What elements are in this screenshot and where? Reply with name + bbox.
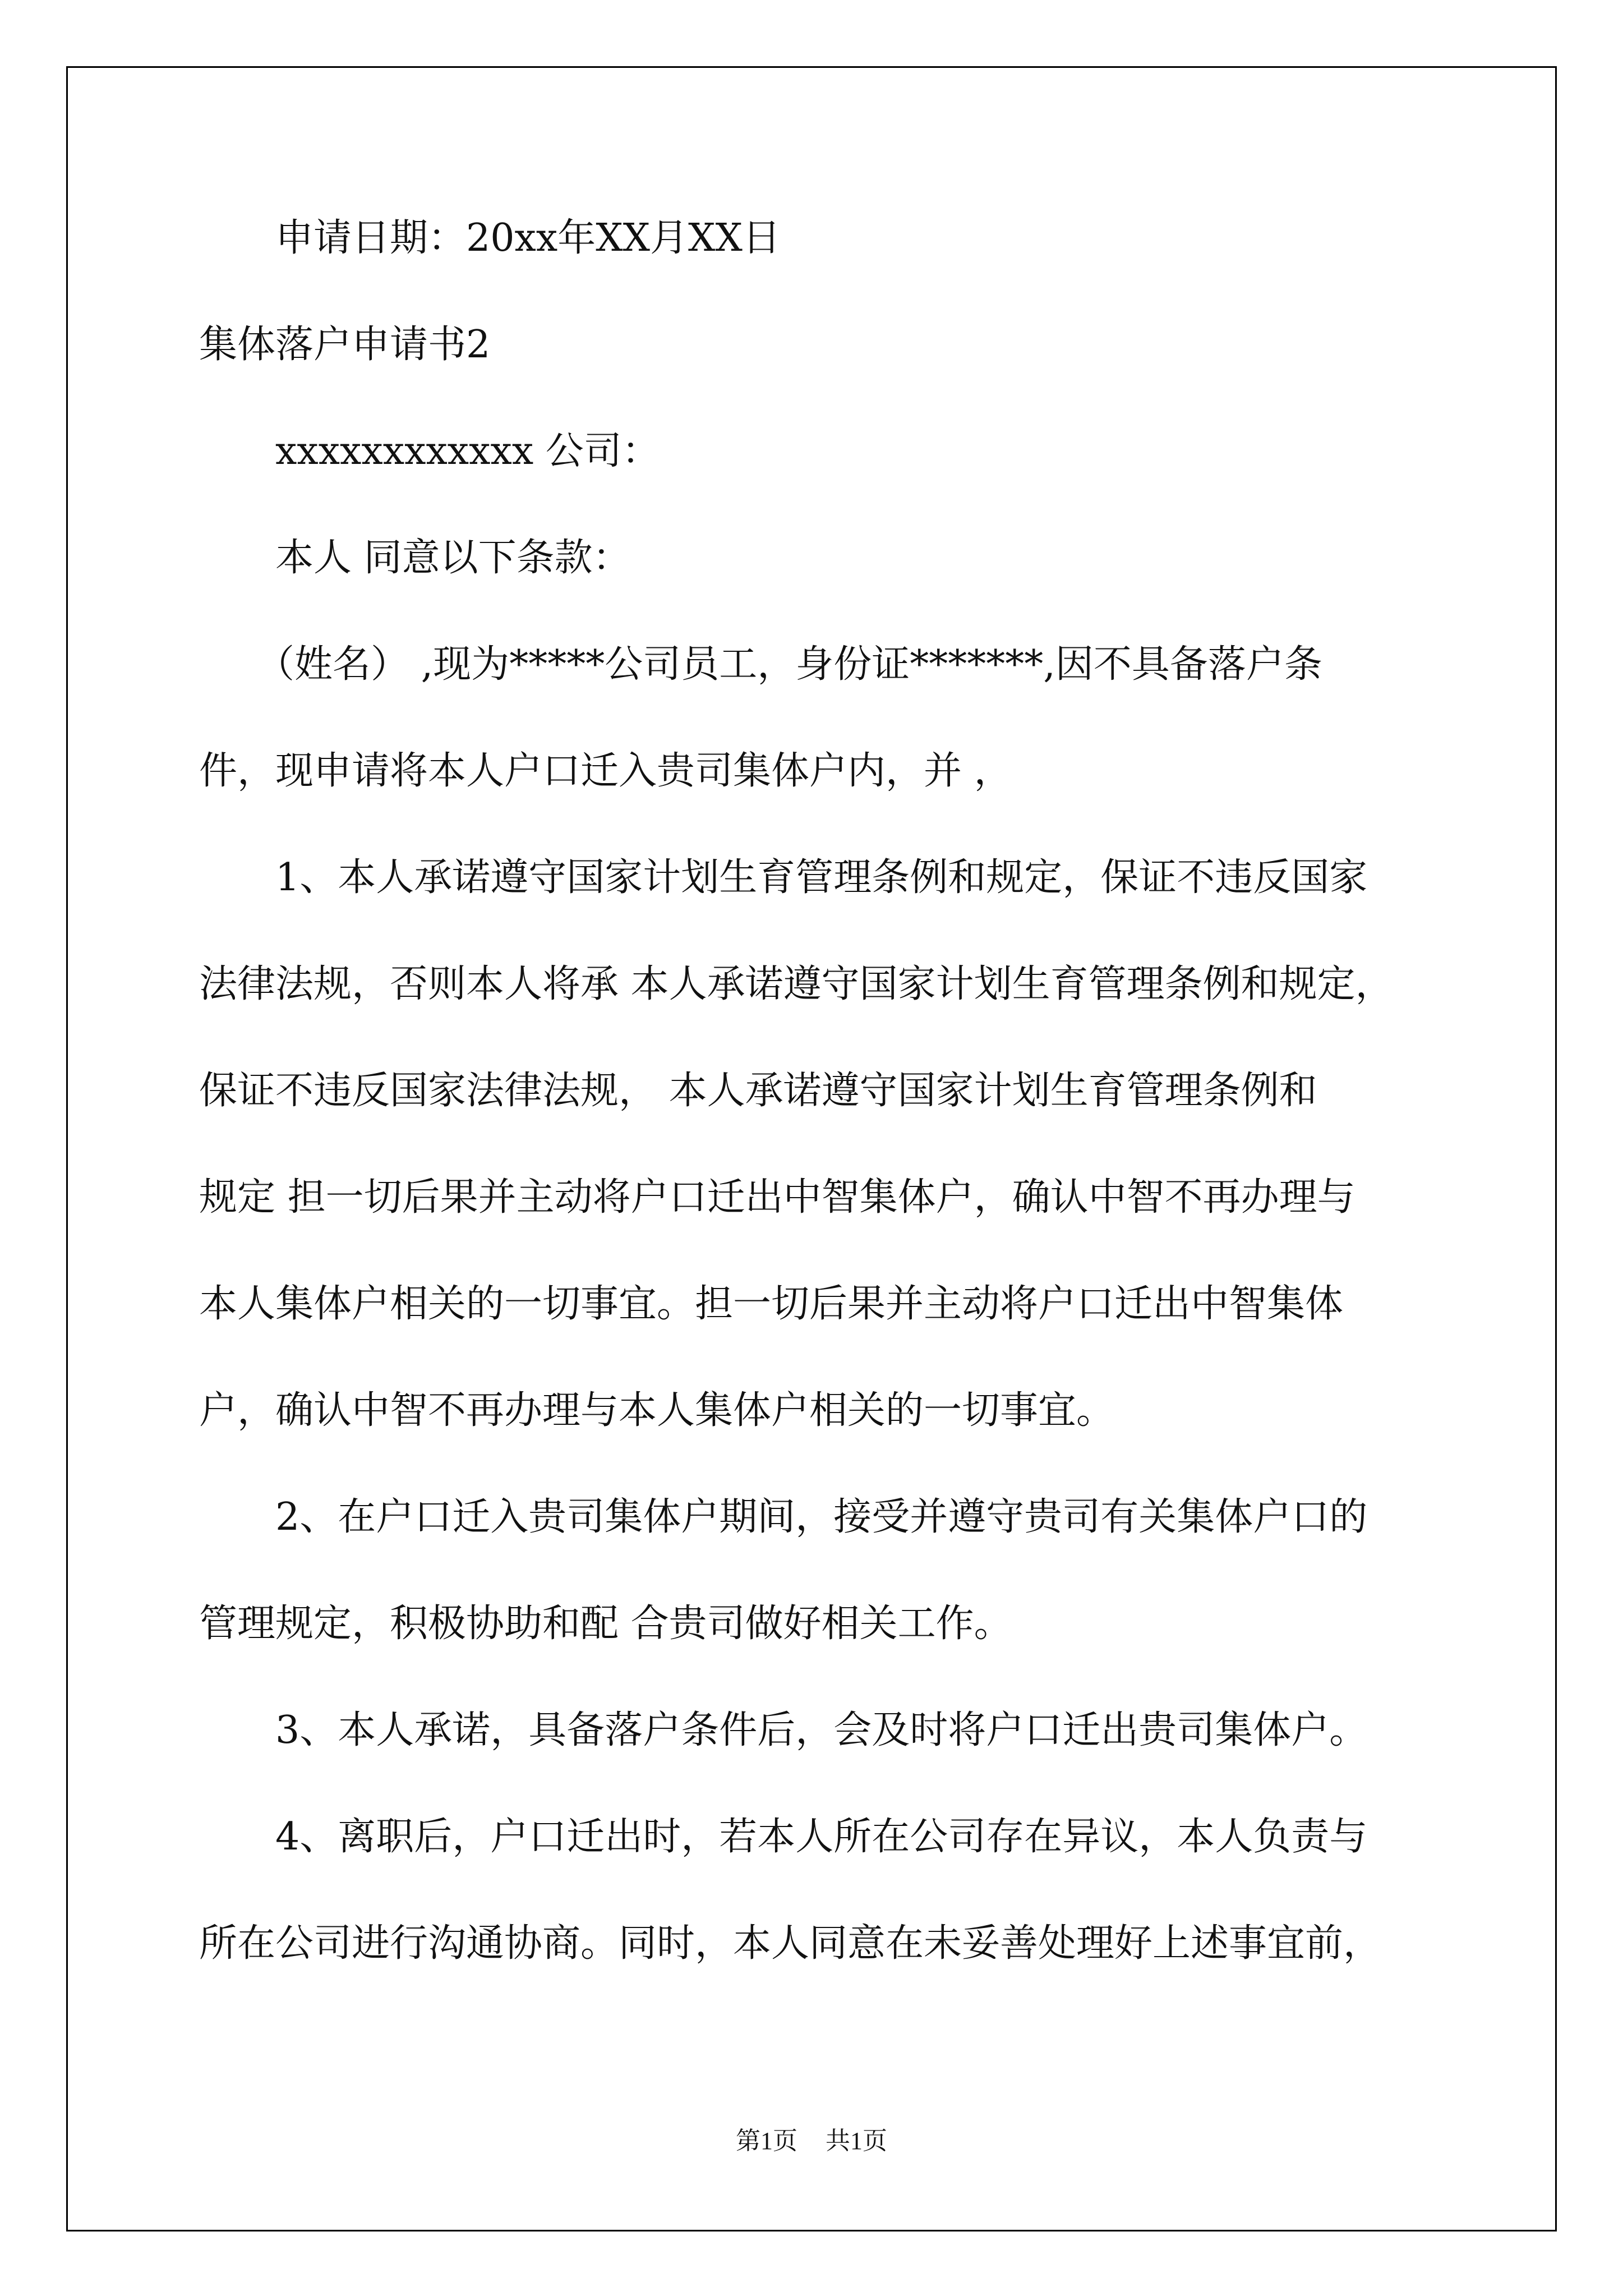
application-date-line: 申请日期：20xx年XX月XX日 <box>199 216 781 260</box>
clause-1-line: 保证不违反国家法律法规， 本人承诺遵守国家计划生育管理条例和 <box>199 1069 1317 1113</box>
clause-1-line: 法律法规，否则本人将承 本人承诺遵守国家计划生育管理条例和规定， <box>199 962 1394 1006</box>
clause-1-line: 户，确认中智不再办理与本人集体户相关的一切事宜。 <box>199 1388 1115 1433</box>
clause-1-line: 本人集体户相关的一切事宜。担一切后果并主动将户口迁出中智集体 <box>199 1282 1344 1326</box>
clause-1-line: 规定 担一切后果并主动将户口迁出中智集体户，确认中智不再办理与 <box>199 1175 1355 1220</box>
page-number-current: 第1页 <box>736 2127 797 2155</box>
clause-3-line: 3、本人承诺，具备落户条件后，会及时将户口迁出贵司集体户。 <box>199 1708 1368 1752</box>
addressee-line: xxxxxxxxxxxx 公司： <box>199 429 660 473</box>
agreement-intro-line: 本人 同意以下条款： <box>199 536 631 580</box>
clause-4-line: 所在公司进行沟通协商。同时，本人同意在未妥善处理好上述事宜前， <box>199 1921 1382 1966</box>
page-number-total: 共1页 <box>826 2127 887 2155</box>
page-border <box>66 66 1557 2231</box>
clause-2-line: 2、在户口迁入贵司集体户期间，接受并遵守贵司有关集体户口的 <box>199 1495 1368 1539</box>
clause-1-line: 1、本人承诺遵守国家计划生育管理条例和规定，保证不违反国家 <box>199 855 1368 900</box>
clause-2-line: 管理规定，积极协助和配 合贵司做好相关工作。 <box>199 1602 1012 1646</box>
document-title: 集体落户申请书2 <box>199 323 491 367</box>
clause-4-line: 4、离职后，户口迁出时，若本人所在公司存在异议，本人负责与 <box>199 1815 1368 1859</box>
paragraph-line: 件，现申请将本人户口迁入贵司集体户内，并 ， <box>199 749 1012 793</box>
paragraph-line: （姓名） ,现为*****公司员工，身份证*******,因不具备落户条 <box>199 642 1322 687</box>
page-footer <box>0 2120 1623 2156</box>
